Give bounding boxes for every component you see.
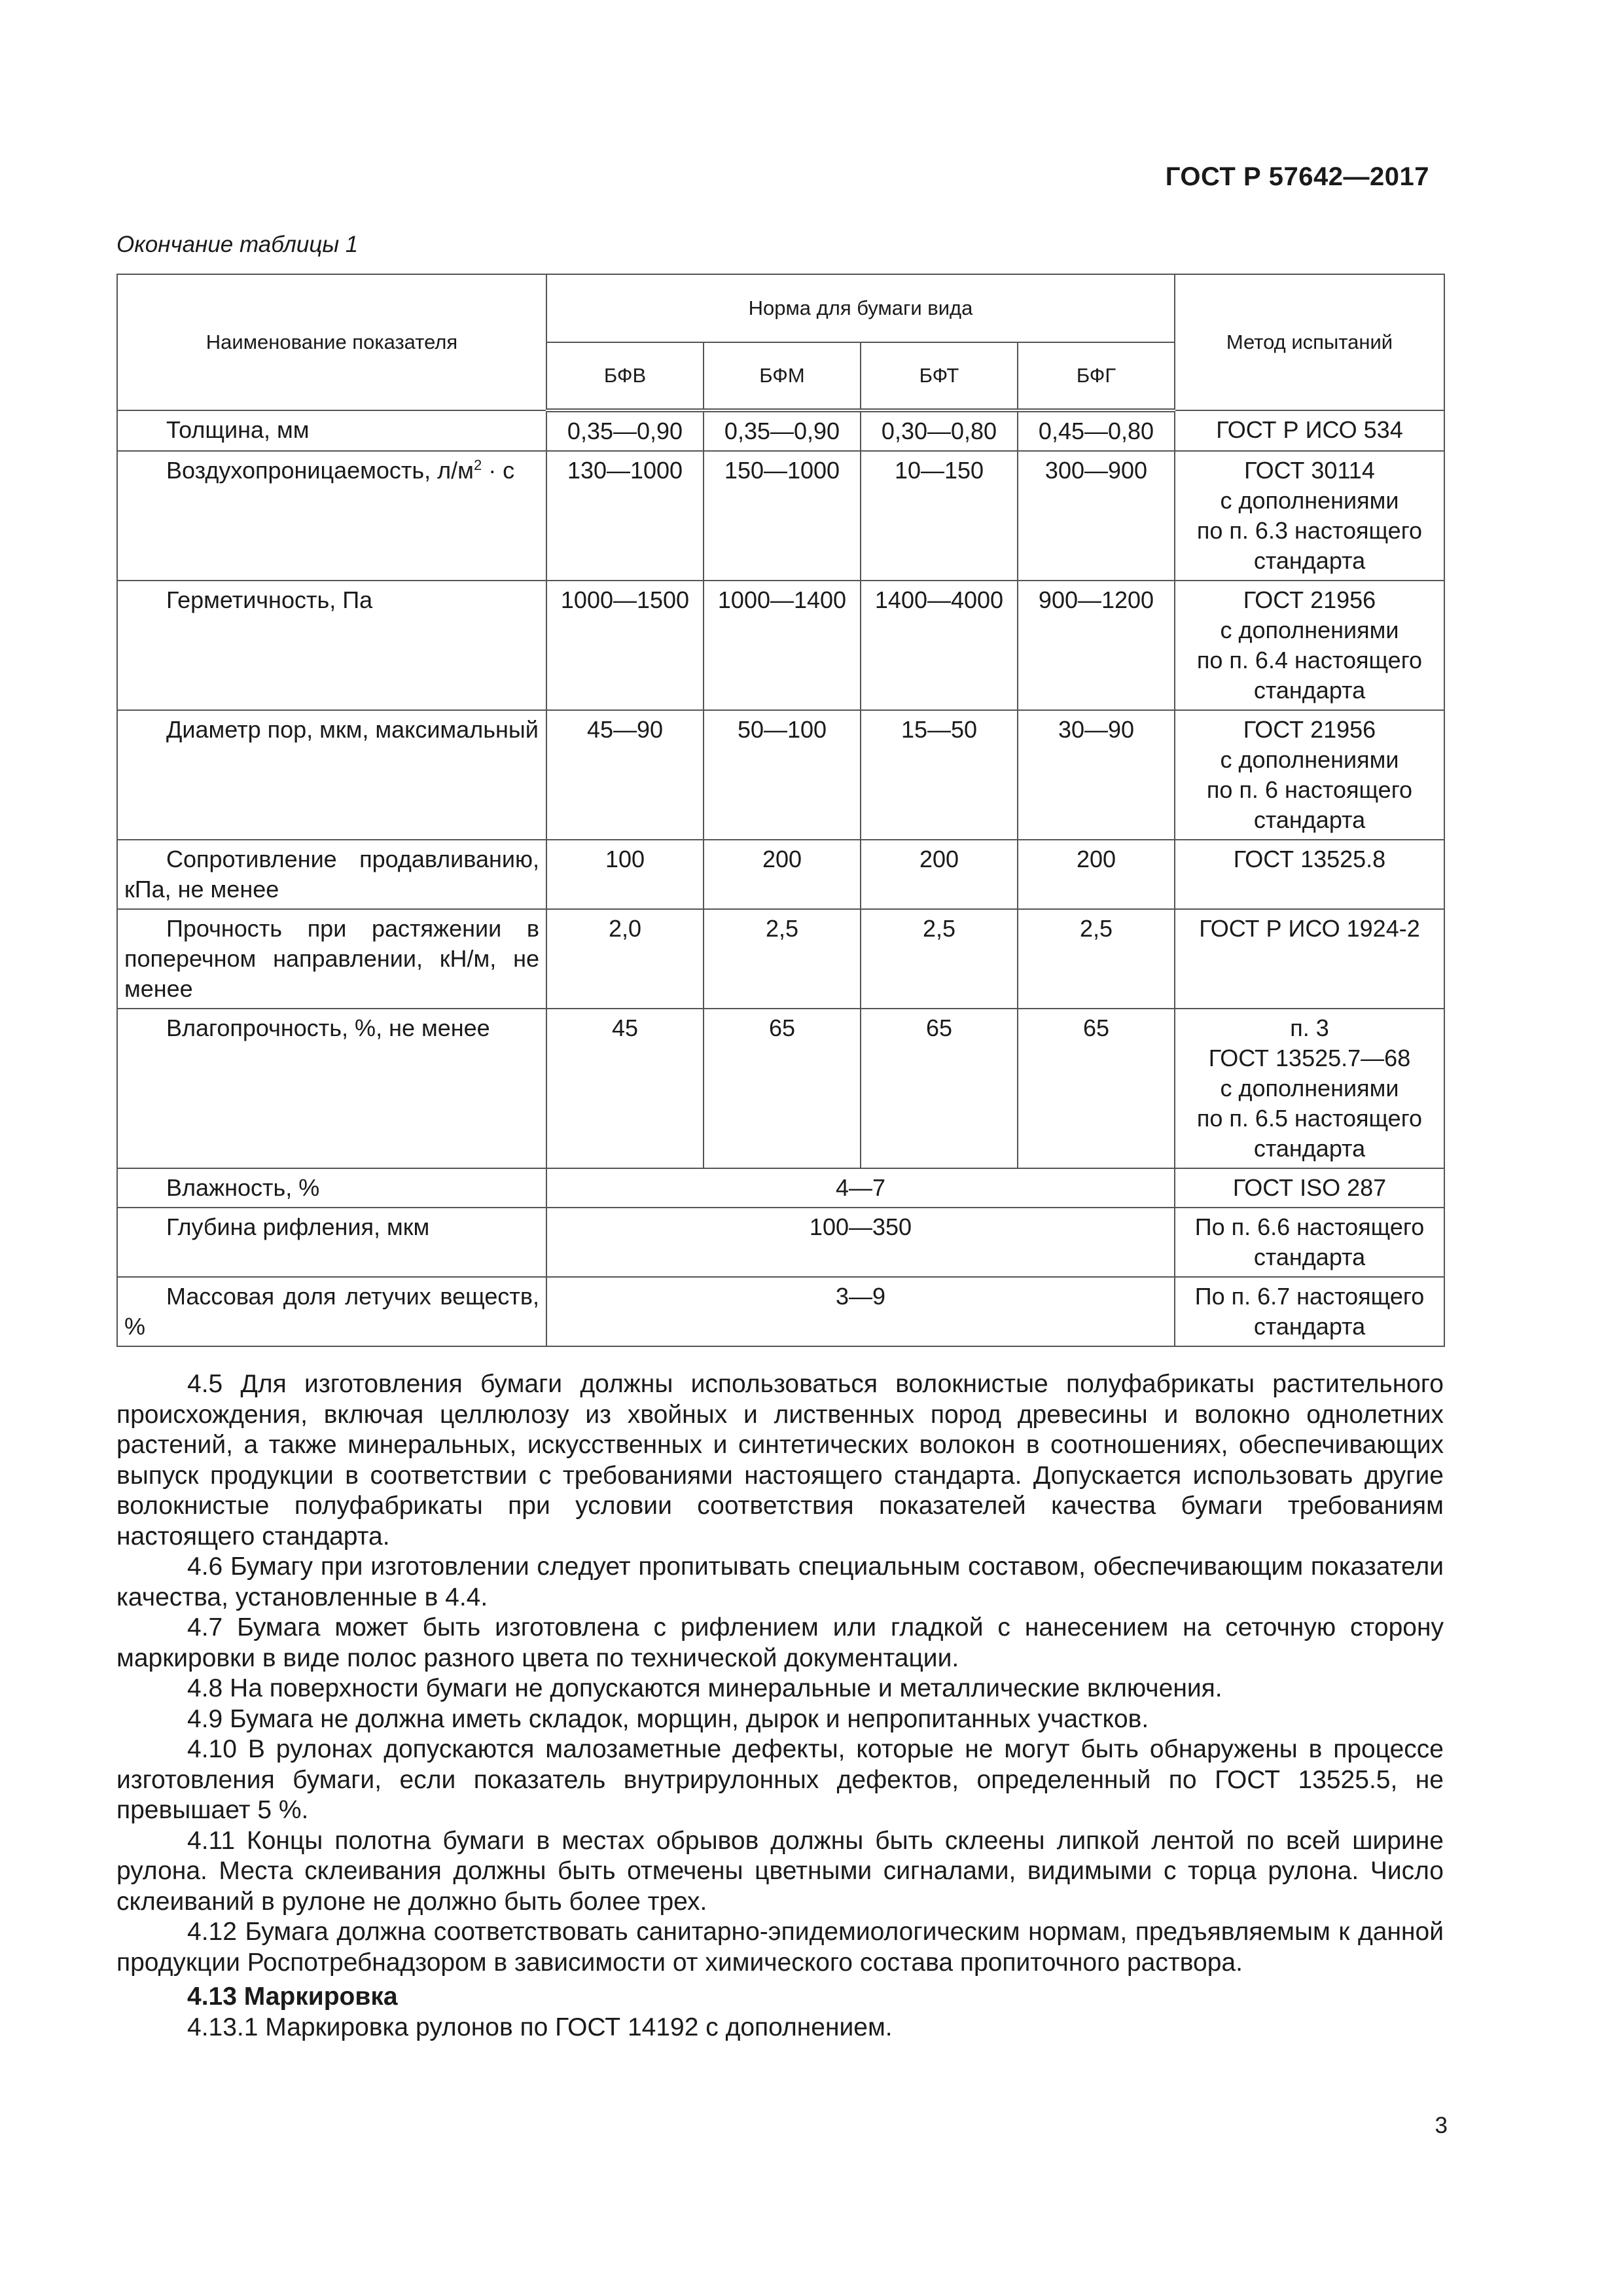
value-cell: 50—100	[704, 710, 861, 840]
row-name: Сопротивление продавливанию, кПа, не менее	[124, 846, 539, 903]
row-name: Прочность при растяжении в поперечном направлении, кН/м, не менее	[124, 915, 539, 1002]
method-cell	[1175, 451, 1444, 581]
header-test-method: Метод испытаний	[1175, 274, 1444, 410]
paragraph-4-8: 4.8 На поверхности бумаги не допускаются минеральные и металлические включения.	[187, 1674, 1222, 1702]
row-name: Герметичность, Па	[166, 586, 373, 613]
spec-table	[116, 274, 1445, 1347]
method-line: ГОСТ Р ИСО 1924-2	[1199, 915, 1420, 942]
value-cell: 65	[861, 1009, 1018, 1168]
value-cell: 0,45—0,80	[1018, 410, 1175, 451]
value-cell: 1400—4000	[861, 581, 1018, 710]
paragraph-4-7: 4.7 Бумага может быть изготовлена с рифлением или гладкой с нанесением на сеточную сторону маркировки в виде полос разного цвета по технической документации.	[116, 1613, 1444, 1672]
value-cell: 300—900	[1018, 451, 1175, 581]
method-line: по п. 6.3 настоящего	[1196, 517, 1423, 544]
method-cell	[1175, 410, 1444, 451]
header-indicator-name: Наименование показателя	[117, 274, 546, 410]
value-cell: 65	[1018, 1009, 1175, 1168]
method-cell	[1175, 840, 1444, 909]
document-code: ГОСТ Р 57642—2017	[1165, 162, 1429, 191]
method-cell	[1175, 1168, 1444, 1208]
merged-value-cell: 100—350	[546, 1208, 1175, 1277]
row-name-tail: · с	[482, 457, 515, 484]
method-cell	[1175, 1009, 1444, 1168]
merged-value-cell: 4—7	[546, 1168, 1175, 1208]
paragraph-4-6: 4.6 Бумагу при изготовлении следует пропитывать специальным составом, обеспечивающим показатели качества, установленные в 4.4.	[116, 1552, 1444, 1611]
row-name: Влагопрочность, %, не менее	[166, 1014, 490, 1041]
table-caption: Окончание таблицы 1	[116, 232, 359, 257]
row-name: Влажность, %	[166, 1174, 320, 1201]
table-row	[117, 581, 1444, 710]
method-line: по п. 6 настоящего	[1206, 776, 1413, 803]
header-norm: Норма для бумаги вида	[546, 274, 1175, 342]
value-cell: 2,0	[546, 909, 704, 1009]
method-cell	[1175, 710, 1444, 840]
header-type-bfv: БФВ	[546, 342, 704, 410]
header-type-bfm: БФМ	[704, 342, 861, 410]
paragraph-4-13-1: 4.13.1 Маркировка рулонов по ГОСТ 14192 с дополнением.	[187, 2013, 893, 2041]
row-name: Массовая доля летучих веществ, %	[124, 1283, 539, 1340]
table-row	[117, 1208, 1444, 1277]
method-cell	[1175, 1208, 1444, 1277]
method-line: ГОСТ 21956	[1243, 716, 1376, 743]
table-row	[117, 710, 1444, 840]
method-line: стандарта	[1253, 1313, 1366, 1340]
table-row	[117, 1168, 1444, 1208]
section-heading-4-13: 4.13 Маркировка	[187, 1982, 398, 2011]
table-row	[117, 1277, 1444, 1346]
method-line: По п. 6.7 настоящего	[1194, 1283, 1425, 1310]
value-cell: 2,5	[861, 909, 1018, 1009]
table-row	[117, 451, 1444, 581]
header-type-bfg: БФГ	[1018, 342, 1175, 410]
value-cell: 1000—1500	[546, 581, 704, 710]
method-line: ГОСТ 30114	[1244, 457, 1375, 484]
value-cell: 45	[546, 1009, 704, 1168]
value-cell: 65	[704, 1009, 861, 1168]
value-cell: 100	[546, 840, 704, 909]
paragraph-4-12: 4.12 Бумага должна соответствовать санитарно-эпидемиологическим нормам, предъявляемым к данной продукции Роспотребнадзором в зависимости от химического состава пропиточного раствора.	[116, 1918, 1444, 1977]
method-line: ГОСТ 13525.7—68	[1208, 1045, 1411, 1071]
value-cell: 900—1200	[1018, 581, 1175, 710]
method-line: По п. 6.6 настоящего	[1194, 1213, 1425, 1240]
method-line: с дополнениями	[1220, 746, 1399, 773]
method-line: по п. 6.5 настоящего	[1196, 1105, 1423, 1132]
header-type-bft: БФТ	[861, 342, 1018, 410]
value-cell: 0,30—0,80	[861, 410, 1018, 451]
row-name: Глубина рифления, мкм	[166, 1213, 430, 1240]
method-line: п. 3	[1290, 1014, 1329, 1041]
method-line: с дополнениями	[1220, 617, 1399, 643]
paragraph-4-5: 4.5 Для изготовления бумаги должны использоваться волокнистые полуфабрикаты растительного происхождения, включая целлюлозу из хвойных и лиственных пород древесины и волокно однолетних растений, а также минеральных, искусственных и синтетических волокон в соотношениях, обеспечивающих выпуск продукции в соответствии с требованиями настоящего стандарта. Допускается использовать другие волокнистые полуфабрикаты при условии соответствия показателей качества бумаги требованиям настоящего стандарта.	[116, 1370, 1444, 1551]
merged-value-cell: 3—9	[546, 1277, 1175, 1346]
value-cell: 150—1000	[704, 451, 861, 581]
value-cell: 45—90	[546, 710, 704, 840]
paragraph-4-9: 4.9 Бумага не должна иметь складок, морщин, дырок и непропитанных участков.	[187, 1704, 1149, 1733]
value-cell: 30—90	[1018, 710, 1175, 840]
table-row	[117, 840, 1444, 909]
value-cell: 200	[1018, 840, 1175, 909]
method-line: ГОСТ 13525.8	[1233, 846, 1386, 872]
method-line: стандарта	[1253, 1135, 1366, 1162]
value-cell: 200	[704, 840, 861, 909]
value-cell: 130—1000	[546, 451, 704, 581]
table-row	[117, 909, 1444, 1009]
method-line: стандарта	[1253, 677, 1366, 704]
value-cell: 10—150	[861, 451, 1018, 581]
method-line: по п. 6.4 настоящего	[1196, 647, 1423, 673]
method-cell	[1175, 909, 1444, 1009]
row-name: Диаметр пор, мкм, максимальный	[166, 716, 539, 743]
method-cell	[1175, 1277, 1444, 1346]
paragraph-4-10: 4.10 В рулонах допускаются малозаметные дефекты, которые не могут быть обнаружены в процессе изготовления бумаги, если показатель внутрирулонных дефектов, определенный по ГОСТ 13525.5, не превышает 5 %.	[116, 1735, 1444, 1824]
value-cell: 0,35—0,90	[546, 410, 704, 451]
method-line: ГОСТ ISO 287	[1232, 1174, 1387, 1201]
value-cell: 2,5	[1018, 909, 1175, 1009]
page-number: 3	[1435, 2113, 1448, 2138]
method-line: с дополнениями	[1220, 487, 1399, 514]
method-line: стандарта	[1253, 806, 1366, 833]
body-text	[116, 1369, 1444, 2043]
method-cell	[1175, 581, 1444, 710]
row-name-superscript: 2	[473, 457, 482, 473]
method-line: стандарта	[1253, 547, 1366, 574]
value-cell: 1000—1400	[704, 581, 861, 710]
value-cell: 0,35—0,90	[704, 410, 861, 451]
method-line: с дополнениями	[1220, 1075, 1399, 1102]
value-cell: 15—50	[861, 710, 1018, 840]
paragraph-4-11: 4.11 Концы полотна бумаги в местах обрывов должны быть склеены липкой лентой по всей ширине рулона. Места склеивания должны быть отмечены цветными сигналами, видимыми с торца рулона. Число склеиваний в рулоне не должно быть более трех.	[116, 1826, 1444, 1916]
table-row	[117, 410, 1444, 451]
row-name: Воздухопроницаемость, л/м	[166, 457, 474, 484]
table-row	[117, 1009, 1444, 1168]
method-line: ГОСТ 21956	[1243, 586, 1376, 613]
value-cell: 2,5	[704, 909, 861, 1009]
row-name: Толщина, мм	[166, 416, 310, 443]
method-line: ГОСТ Р ИСО 534	[1216, 416, 1403, 443]
method-line: стандарта	[1253, 1244, 1366, 1270]
value-cell: 200	[861, 840, 1018, 909]
